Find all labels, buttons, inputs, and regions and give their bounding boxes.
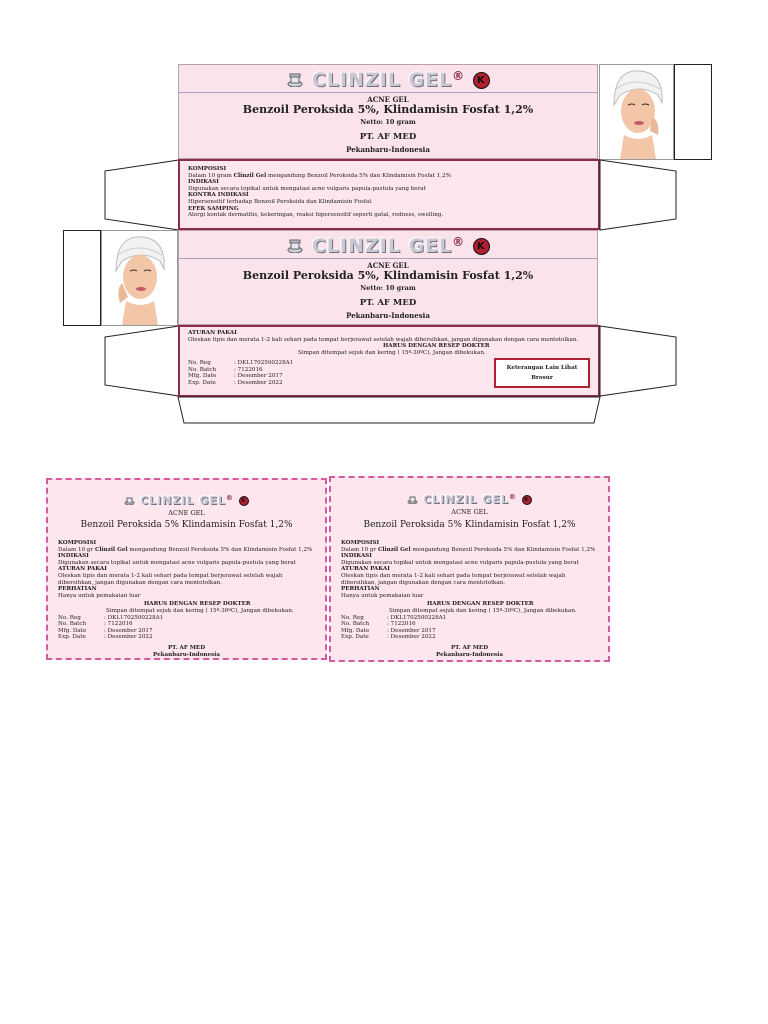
brand-logo (48, 494, 325, 508)
rx-required-label: HARUS DENGAN RESEP DOKTER (144, 601, 251, 608)
front-panel-bottom (178, 230, 598, 325)
tuck-flap-left-top (104, 159, 180, 231)
komposisi-text: Dalam 10 gram Clinzil Gel mengandung Benzoil Peroksida 5% dan Klindamisin Fosfat 1,2% (188, 172, 451, 179)
product-netto: Netto: 10 gram (360, 284, 416, 292)
batch-row: No. Batch : 7122016 (188, 366, 263, 373)
registered-mark: ® (452, 69, 466, 83)
rx-k-icon: K (239, 496, 249, 506)
komposisi-label: KOMPOSISI (58, 540, 97, 546)
insert-product-title: Benzoil Peroksida 5% Klindamisin Fosfat 1,2% (363, 520, 576, 530)
perhatian-text: Hanya untuk pemakaian luar (341, 592, 424, 599)
perhatian-text: Hanya untuk pemakaian luar (58, 592, 141, 599)
registered-mark: ® (452, 235, 466, 249)
product-type: ACNE GEL (367, 95, 409, 104)
efek-samping-text: Alergi kontak dermatitis, kekeringan, reaksi hipersensitif seperti gatal, redness, swelling. (188, 212, 444, 219)
exp-date-row: Exp. Date : Desember 2022 (341, 634, 436, 641)
glue-flap-bottom (176, 396, 602, 424)
perhatian-label: PERHATIAN (341, 586, 380, 593)
info-note-box (494, 358, 590, 388)
cream-jar-icon (124, 495, 135, 508)
aturan-pakai-text: Oleskan tipis dan merata 1-2 kali sehari pada tempat berjerawat setelah wajah dibersihkan, jangan digunakan dengan cara mentotolkan. (188, 336, 579, 343)
tuck-flap-right-bottom (599, 325, 677, 397)
brochure-right (329, 476, 610, 662)
product-title: Benzoil Peroksida 5%, Klindamisin Fosfat 1,2% (242, 103, 534, 116)
komposisi-text: Dalam 10 gr Clinzil Gel mengandung Benzoil Peroksida 5% dan Klindamisin Fosfat 1,2% (58, 546, 313, 553)
product-title: Benzoil Peroksida 5%, Klindamisin Fosfat 1,2% (242, 269, 534, 282)
komposisi-label: KOMPOSISI (341, 540, 380, 546)
model-face-image-left (101, 230, 178, 326)
registered-mark: ® (225, 494, 234, 502)
tuck-flap-right-top (599, 159, 677, 231)
insert-product-type: ACNE GEL (451, 508, 488, 516)
brand-name: CLINZIL GEL (140, 494, 226, 507)
kontra-indikasi-text: Hipersensitif terhadap Benzoil Peroksida dan Klindamisin Fosfat (188, 198, 372, 205)
aturan-pakai-label: ATURAN PAKAI (188, 330, 237, 336)
mfg-date-row: Mfg. Date : Desember 2017 (188, 373, 283, 380)
brand-logo (179, 235, 597, 258)
perhatian-label: PERHATIAN (58, 586, 97, 593)
registered-mark: ® (508, 493, 517, 501)
product-type: ACNE GEL (367, 261, 409, 270)
company-name: PT. AF MED (359, 132, 417, 142)
front-panel-top (178, 64, 598, 159)
brand-logo (331, 493, 608, 507)
company-city: Pekanbaru-Indonesia (346, 145, 430, 154)
rx-k-icon: K (473, 72, 490, 89)
indikasi-label: INDIKASI (58, 553, 89, 560)
storage-text: Simpan ditempat sejuk dan kering ( 15º-30ºC), Jangan dibekukan. (389, 607, 577, 614)
side-flap-left (63, 230, 101, 326)
info-note-line2: Brosur (531, 374, 553, 381)
info-note-line1: Keterangan Lain Lihat (506, 365, 578, 371)
reg-row: No. Reg : DKL1702500228A1 (341, 614, 447, 621)
indikasi-label: INDIKASI (341, 553, 372, 560)
insert-company-city: Pekanbaru-Indonesia (436, 651, 503, 658)
tuck-flap-left-bottom (104, 325, 180, 397)
divider (179, 258, 597, 259)
indikasi-text: Digunakan secara topikal untuk mengatasi acne vulgaris papula-pustula yang berat (58, 559, 296, 566)
rx-k-icon: K (473, 238, 490, 255)
indikasi-text: Digunakan secara topikal untuk mengatasi acne vulgaris papula-pustula yang berat (341, 559, 579, 566)
komposisi-text: Dalam 10 gr Clinzil Gel mengandung Benzoil Peroksida 5% dan Klindamisin Fosfat 1,2% (341, 546, 596, 553)
brand-name: CLINZIL GEL (311, 235, 453, 257)
indikasi-text: Digunakan secara topikal untuk mengatasi acne vulgaris papula-pustula yang berat (188, 185, 426, 192)
mfg-date-row: Mfg. Date : Desember 2017 (341, 627, 436, 634)
brand-logo (179, 69, 597, 92)
cream-jar-icon (286, 70, 304, 92)
efek-samping-label: EFEK SAMPING (188, 205, 239, 212)
composition-panel (178, 159, 600, 230)
insert-product-title: Benzoil Peroksida 5% Klindamisin Fosfat 1,2% (80, 520, 293, 530)
aturan-pakai-label: ATURAN PAKAI (341, 566, 390, 573)
indikasi-label: INDIKASI (188, 179, 219, 186)
insert-company-city: Pekanbaru-Indonesia (153, 651, 220, 658)
batch-row: No. Batch : 7122016 (341, 621, 416, 628)
batch-row: No. Batch : 7122016 (58, 621, 133, 628)
brochure-left (46, 478, 327, 660)
model-face-image-right (599, 64, 674, 160)
rx-required-label: HARUS DENGAN RESEP DOKTER (427, 601, 534, 608)
kontra-indikasi-label: KONTRA INDIKASI (188, 192, 249, 199)
aturan-pakai-text: Oleskan tipis dan merata 1-2 kali sehari pada tempat berjerawat setelah wajah dibersihkan, jangan digunakan dengan cara mentotolkan. (341, 572, 566, 586)
insert-company-name: PT. AF MED (167, 644, 206, 651)
reg-row: No. Reg : DKL1702500228A1 (58, 614, 164, 621)
cream-jar-icon (407, 494, 418, 507)
divider (179, 92, 597, 93)
komposisi-label: KOMPOSISI (188, 166, 227, 172)
exp-date-row: Exp. Date : Desember 2022 (188, 379, 283, 386)
company-city: Pekanbaru-Indonesia (346, 311, 430, 320)
reg-row: No. Reg : DKL1702500228A1 (188, 360, 294, 366)
cream-jar-icon (286, 236, 304, 258)
mfg-date-row: Mfg. Date : Desember 2017 (58, 627, 153, 634)
storage-text: Simpan ditempat sejuk dan kering ( 15º-30ºC), Jangan dibekukan. (106, 607, 294, 614)
side-flap-right (674, 64, 712, 160)
rx-k-icon: K (522, 495, 532, 505)
storage-text: Simpan ditempat sejuk dan kering ( 15º-30ºC), Jangan dibekukan. (298, 349, 486, 356)
rx-required-label: HARUS DENGAN RESEP DOKTER (383, 343, 490, 350)
product-netto: Netto: 10 gram (360, 118, 416, 126)
company-name: PT. AF MED (359, 298, 417, 308)
insert-product-type: ACNE GEL (168, 509, 205, 517)
aturan-pakai-label: ATURAN PAKAI (58, 566, 107, 573)
brand-name: CLINZIL GEL (311, 69, 453, 91)
insert-company-name: PT. AF MED (450, 644, 489, 651)
exp-date-row: Exp. Date : Desember 2022 (58, 634, 153, 641)
brand-name: CLINZIL GEL (423, 493, 509, 506)
usage-panel (178, 325, 600, 397)
aturan-pakai-text: Oleskan tipis dan merata 1-2 kali sehari pada tempat berjerawat setelah wajah dibersihkan, jangan digunakan dengan cara mentotolkan. (58, 572, 283, 586)
